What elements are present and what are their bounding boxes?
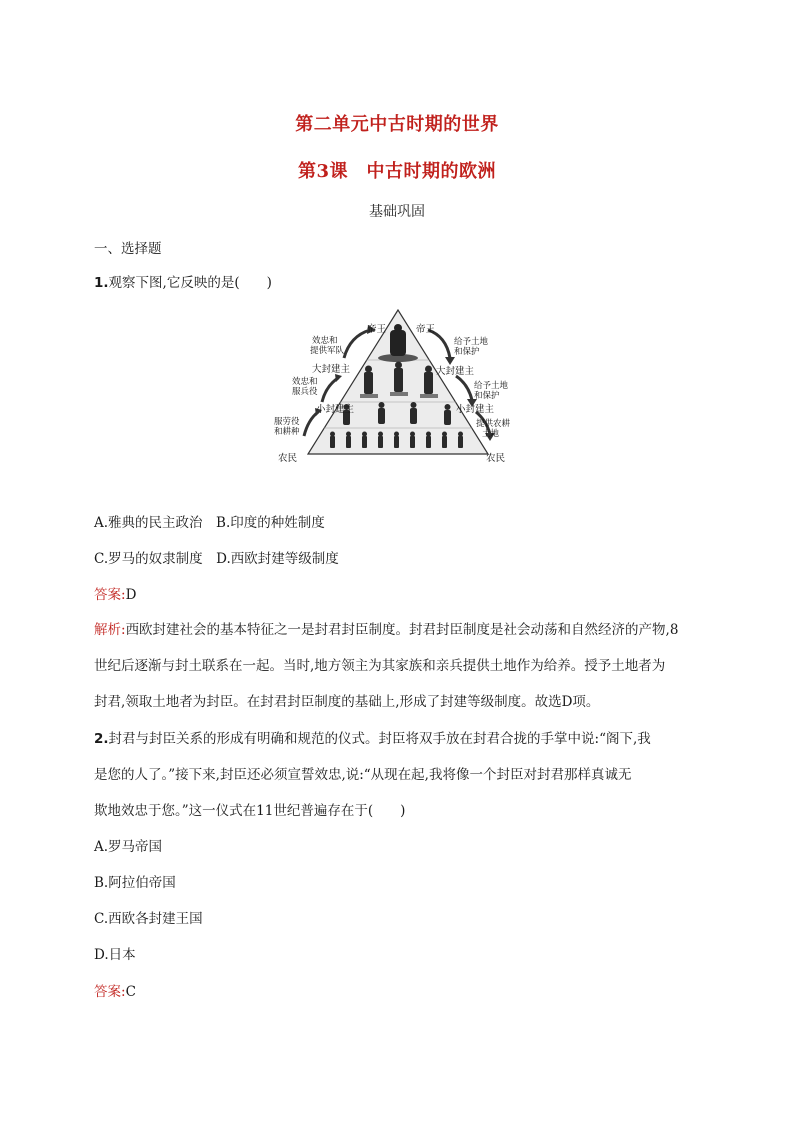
label-arrow-r2b: 和保护 — [474, 391, 500, 401]
peasant-figures — [330, 432, 463, 449]
question-2-stem-line-2: 是您的人了。”接下来,封臣还必须宣誓效忠,说:“从现在起,我将像一个封臣对封君那样真诚无 — [94, 767, 632, 783]
label-arrow-l2a: 效忠和 — [292, 377, 318, 387]
label-emperor-right: 帝王 — [416, 324, 436, 335]
question-2-stem-line-3: 欺地效忠于您。”这一仪式在11世纪普遍存在于( ) — [94, 803, 406, 819]
label-arrow-l1b: 提供军队 — [310, 346, 345, 356]
label-arrow-l3a: 服劳役 — [274, 417, 300, 427]
label-arrow-l3b: 和耕种 — [274, 427, 300, 437]
unit-title: 第二单元中古时期的世界 — [295, 114, 499, 135]
label-arrow-l1a: 效忠和 — [312, 336, 338, 346]
question-1-text: 观察下图,它反映的是( ) — [108, 275, 272, 291]
question-1-stem — [94, 273, 714, 293]
part-heading: 一、选择题 — [94, 241, 162, 257]
label-arrow-r3a: 提供农耕 — [476, 419, 511, 429]
label-arrow-r3b: 土地 — [482, 429, 500, 439]
emperor-figure — [390, 330, 406, 356]
question-1-analysis-line-2: 世纪后逐渐与封土联系在一起。当时,地方领主为其家族和亲兵提供土地作为给养。授予土地者为 — [94, 658, 666, 674]
question-2-option-b: B.阿拉伯帝国 — [94, 875, 176, 891]
label-peasant-left: 农民 — [278, 453, 298, 464]
question-2-option-c: C.西欧各封建王国 — [94, 911, 203, 927]
answer-value: C — [125, 984, 136, 1000]
label-emperor-left: 帝王 — [367, 324, 387, 335]
label-lesser-lord-right: 小封建主 — [456, 404, 495, 415]
answer-label: 答案: — [94, 587, 126, 603]
question-1-analysis-line-3: 封君,领取土地者为封臣。在封君封臣制度的基础上,形成了封建等级制度。故选D项。 — [94, 694, 600, 710]
analysis-label: 解析: — [94, 622, 126, 638]
feudal-hierarchy-figure — [274, 306, 516, 466]
label-arrow-r2a: 给予土地 — [474, 381, 509, 391]
label-peasant-right: 农民 — [486, 453, 506, 464]
section-heading: 基础巩固 — [369, 204, 425, 220]
question-1-analysis-line-1: 解析:西欧封建社会的基本特征之一是封君封臣制度。封君封臣制度是社会动荡和自然经济的产物,8 — [94, 622, 679, 638]
label-lesser-lord-left: 小封建主 — [316, 404, 355, 415]
question-2-option-d: D.日本 — [94, 947, 136, 963]
label-arrow-r1a: 给予土地 — [454, 337, 489, 347]
question-2-option-a: A.罗马帝国 — [94, 839, 163, 855]
question-2-number: 2. — [94, 731, 109, 747]
question-1-number: 1. — [94, 275, 109, 291]
label-arrow-r1b: 和保护 — [454, 347, 480, 357]
lesson-title: 第3课 中古时期的欧洲 — [297, 161, 497, 182]
question-1-options-ab: A.雅典的民主政治 B.印度的种姓制度 — [94, 515, 325, 531]
question-2-answer — [94, 982, 714, 1002]
feudal-pyramid-diagram — [274, 306, 516, 466]
answer-value: D — [125, 587, 137, 603]
question-2-stem-line-1: 2.封君与封臣关系的形成有明确和规范的仪式。封臣将双手放在封君合拢的手掌中说:“阁下,我 — [94, 731, 651, 747]
label-great-lord-right: 大封建主 — [436, 366, 475, 377]
label-great-lord-left: 大封建主 — [312, 364, 351, 375]
answer-label: 答案: — [94, 984, 126, 1000]
question-1-options-cd: C.罗马的奴隶制度 D.西欧封建等级制度 — [94, 551, 339, 567]
question-1-answer — [94, 585, 714, 605]
label-arrow-l2b: 服兵役 — [292, 387, 318, 397]
